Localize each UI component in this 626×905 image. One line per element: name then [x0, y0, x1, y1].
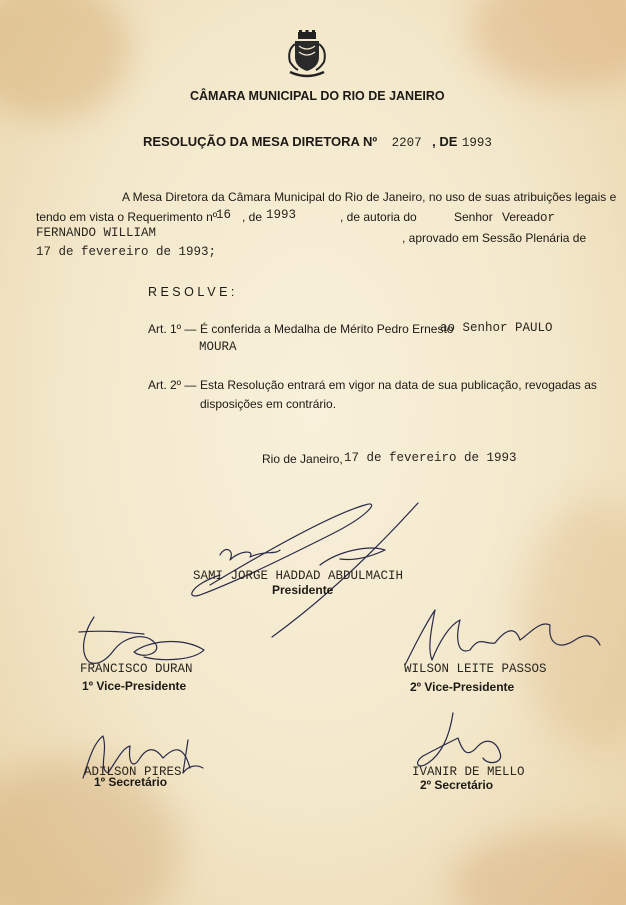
resolution-heading	[143, 133, 492, 151]
article-2-continuation: disposições em contrário.	[200, 397, 337, 411]
vereador-label	[502, 210, 555, 225]
resolution-de: , DE	[432, 134, 458, 149]
signing-date: 17 de fevereiro de 1993	[344, 451, 517, 465]
vp2-title: 2º Vice-Presidente	[410, 680, 515, 694]
sec1-name: ADILSON PIRES	[84, 765, 182, 779]
preamble-line-1: A Mesa Diretora da Câmara Municipal do Rio de Janeiro, no uso de suas atribuições legais e	[122, 190, 617, 204]
sec1-title: 1º Secretário	[94, 775, 168, 789]
request-year: 1993	[266, 208, 297, 222]
vereador-suffix: or	[540, 211, 556, 225]
institution-title: CÂMARA MUNICIPAL DO RIO DE JANEIRO	[190, 89, 445, 103]
article-1-label: Art. 1º —	[148, 322, 197, 336]
stain	[470, 0, 626, 90]
session-date: 17 de fevereiro de 1993;	[36, 245, 217, 259]
resolve-label: R E S O L V E :	[148, 285, 235, 299]
sec2-name: IVANIR DE MELLO	[412, 765, 525, 779]
stain	[450, 830, 626, 905]
senhor-label: Senhor	[454, 210, 493, 224]
article-2-text: Esta Resolução entrará em vigor na data de sua publicação, revogadas as	[200, 378, 597, 392]
resolution-year: 1993	[461, 136, 492, 150]
article-1-suffix: ao Senhor PAULO	[440, 321, 553, 335]
sec2-title: 2º Secretário	[420, 778, 494, 792]
article-1-continuation: MOURA	[199, 340, 237, 354]
coat-of-arms-icon	[285, 30, 329, 78]
resolution-number: 2207	[391, 136, 422, 150]
request-autoria: , de autoria do	[340, 210, 417, 224]
stain	[0, 0, 130, 120]
author-name: FERNANDO WILLIAM	[36, 226, 157, 240]
preamble-line-2: tendo em vista o Requerimento nº	[36, 210, 218, 224]
request-number: 16	[216, 208, 232, 222]
article-1-text: É conferida a Medalha de Mérito Pedro Ernesto	[200, 322, 454, 336]
vp2-name: WILSON LEITE PASSOS	[404, 662, 547, 676]
vp1-name: FRANCISCO DURAN	[80, 662, 193, 676]
vereador-prefix: Veread	[502, 210, 541, 224]
vp1-title: 1º Vice-Presidente	[82, 679, 187, 693]
place-label: Rio de Janeiro,	[262, 452, 343, 466]
preamble-line-3: , aprovado em Sessão Plenária de	[402, 231, 587, 245]
article-2-label: Art. 2º —	[148, 378, 197, 392]
resolution-prefix: RESOLUÇÃO DA MESA DIRETORA Nº	[143, 134, 378, 149]
president-title: Presidente	[272, 583, 334, 597]
request-de: , de	[242, 210, 263, 224]
president-name: SAMI JORGE HADDAD ABDULMACIH	[193, 569, 404, 583]
